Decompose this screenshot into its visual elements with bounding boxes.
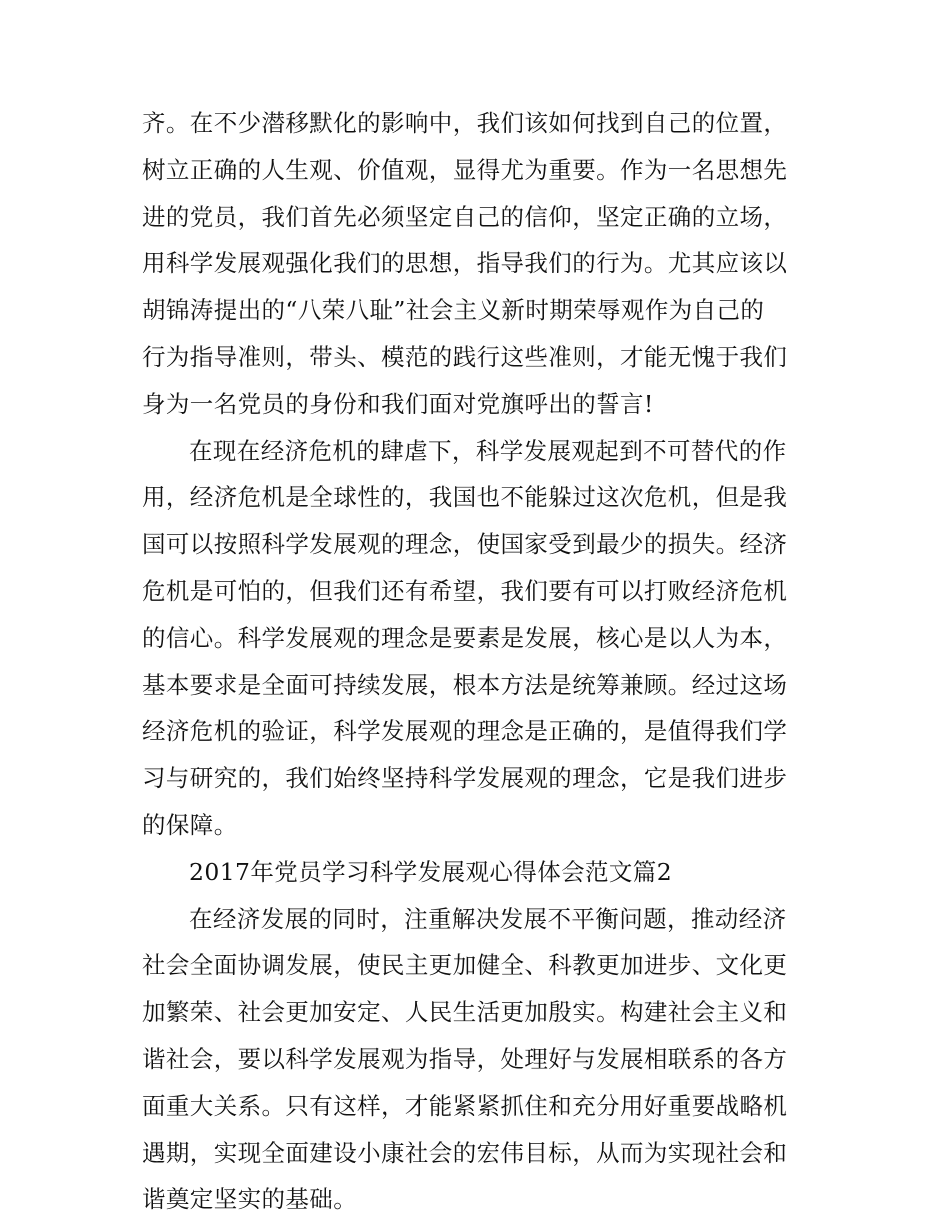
text-line: 身为一名党员的身份和我们面对党旗呼出的誓言! [142, 389, 654, 418]
paragraph-start-line: 在现在经济危机的肆虐下，科学发展观起到不可替代的作 [189, 436, 787, 465]
text-line: 社会全面协调发展，使民主更加健全、科教更加进步、文化更 [142, 951, 788, 980]
text-line: 习与研究的，我们始终坚持科学发展观的理念，它是我们进步 [142, 764, 788, 793]
text-line: 谐社会，要以科学发展观为指导，处理好与发展相联系的各方 [142, 1044, 788, 1073]
text-line: 齐。在不少潜移默化的影响中，我们该如何找到自己的位置， [142, 109, 788, 137]
text-line: 面重大关系。只有这样，才能紧紧抓住和充分用好重要战略机 [142, 1091, 788, 1120]
text-line: 胡锦涛提出的“八荣八耻”社会主义新时期荣辱观作为自己的 [142, 296, 765, 325]
text-line: 危机是可怕的，但我们还有希望，我们要有可以打败经济危机 [142, 576, 788, 605]
text-line: 树立正确的人生观、价值观，显得尤为重要。作为一名思想先 [142, 155, 788, 184]
section-heading: 2017年党员学习科学发展观心得体会范文篇2 [189, 857, 673, 886]
paragraph-start-line: 在经济发展的同时，注重解决发展不平衡问题，推动经济 [189, 904, 787, 933]
text-line: 的保障。 [142, 810, 238, 839]
text-line: 加繁荣、社会更加安定、人民生活更加殷实。构建社会主义和 [142, 998, 788, 1027]
text-line: 经济危机的验证，科学发展观的理念是正确的，是值得我们学 [142, 717, 788, 746]
text-line: 国可以按照科学发展观的理念，使国家受到最少的损失。经济 [142, 530, 788, 559]
text-line: 用，经济危机是全球性的，我国也不能躲过这次危机，但是我 [142, 483, 788, 512]
text-line: 基本要求是全面可持续发展，根本方法是统筹兼顾。经过这场 [142, 670, 788, 699]
text-line: 谐奠定坚实的基础。 [142, 1185, 358, 1214]
text-line: 遇期，实现全面建设小康社会的宏伟目标，从而为实现社会和 [142, 1138, 788, 1167]
text-line: 进的党员，我们首先必须坚定自己的信仰，坚定正确的立场， [142, 202, 788, 231]
text-line: 用科学发展观强化我们的思想，指导我们的行为。尤其应该以 [142, 249, 788, 278]
text-line: 行为指导准则，带头、模范的践行这些准则，才能无愧于我们 [142, 342, 788, 371]
text-line: 的信心。科学发展观的理念是要素是发展，核心是以人为本， [142, 623, 788, 652]
